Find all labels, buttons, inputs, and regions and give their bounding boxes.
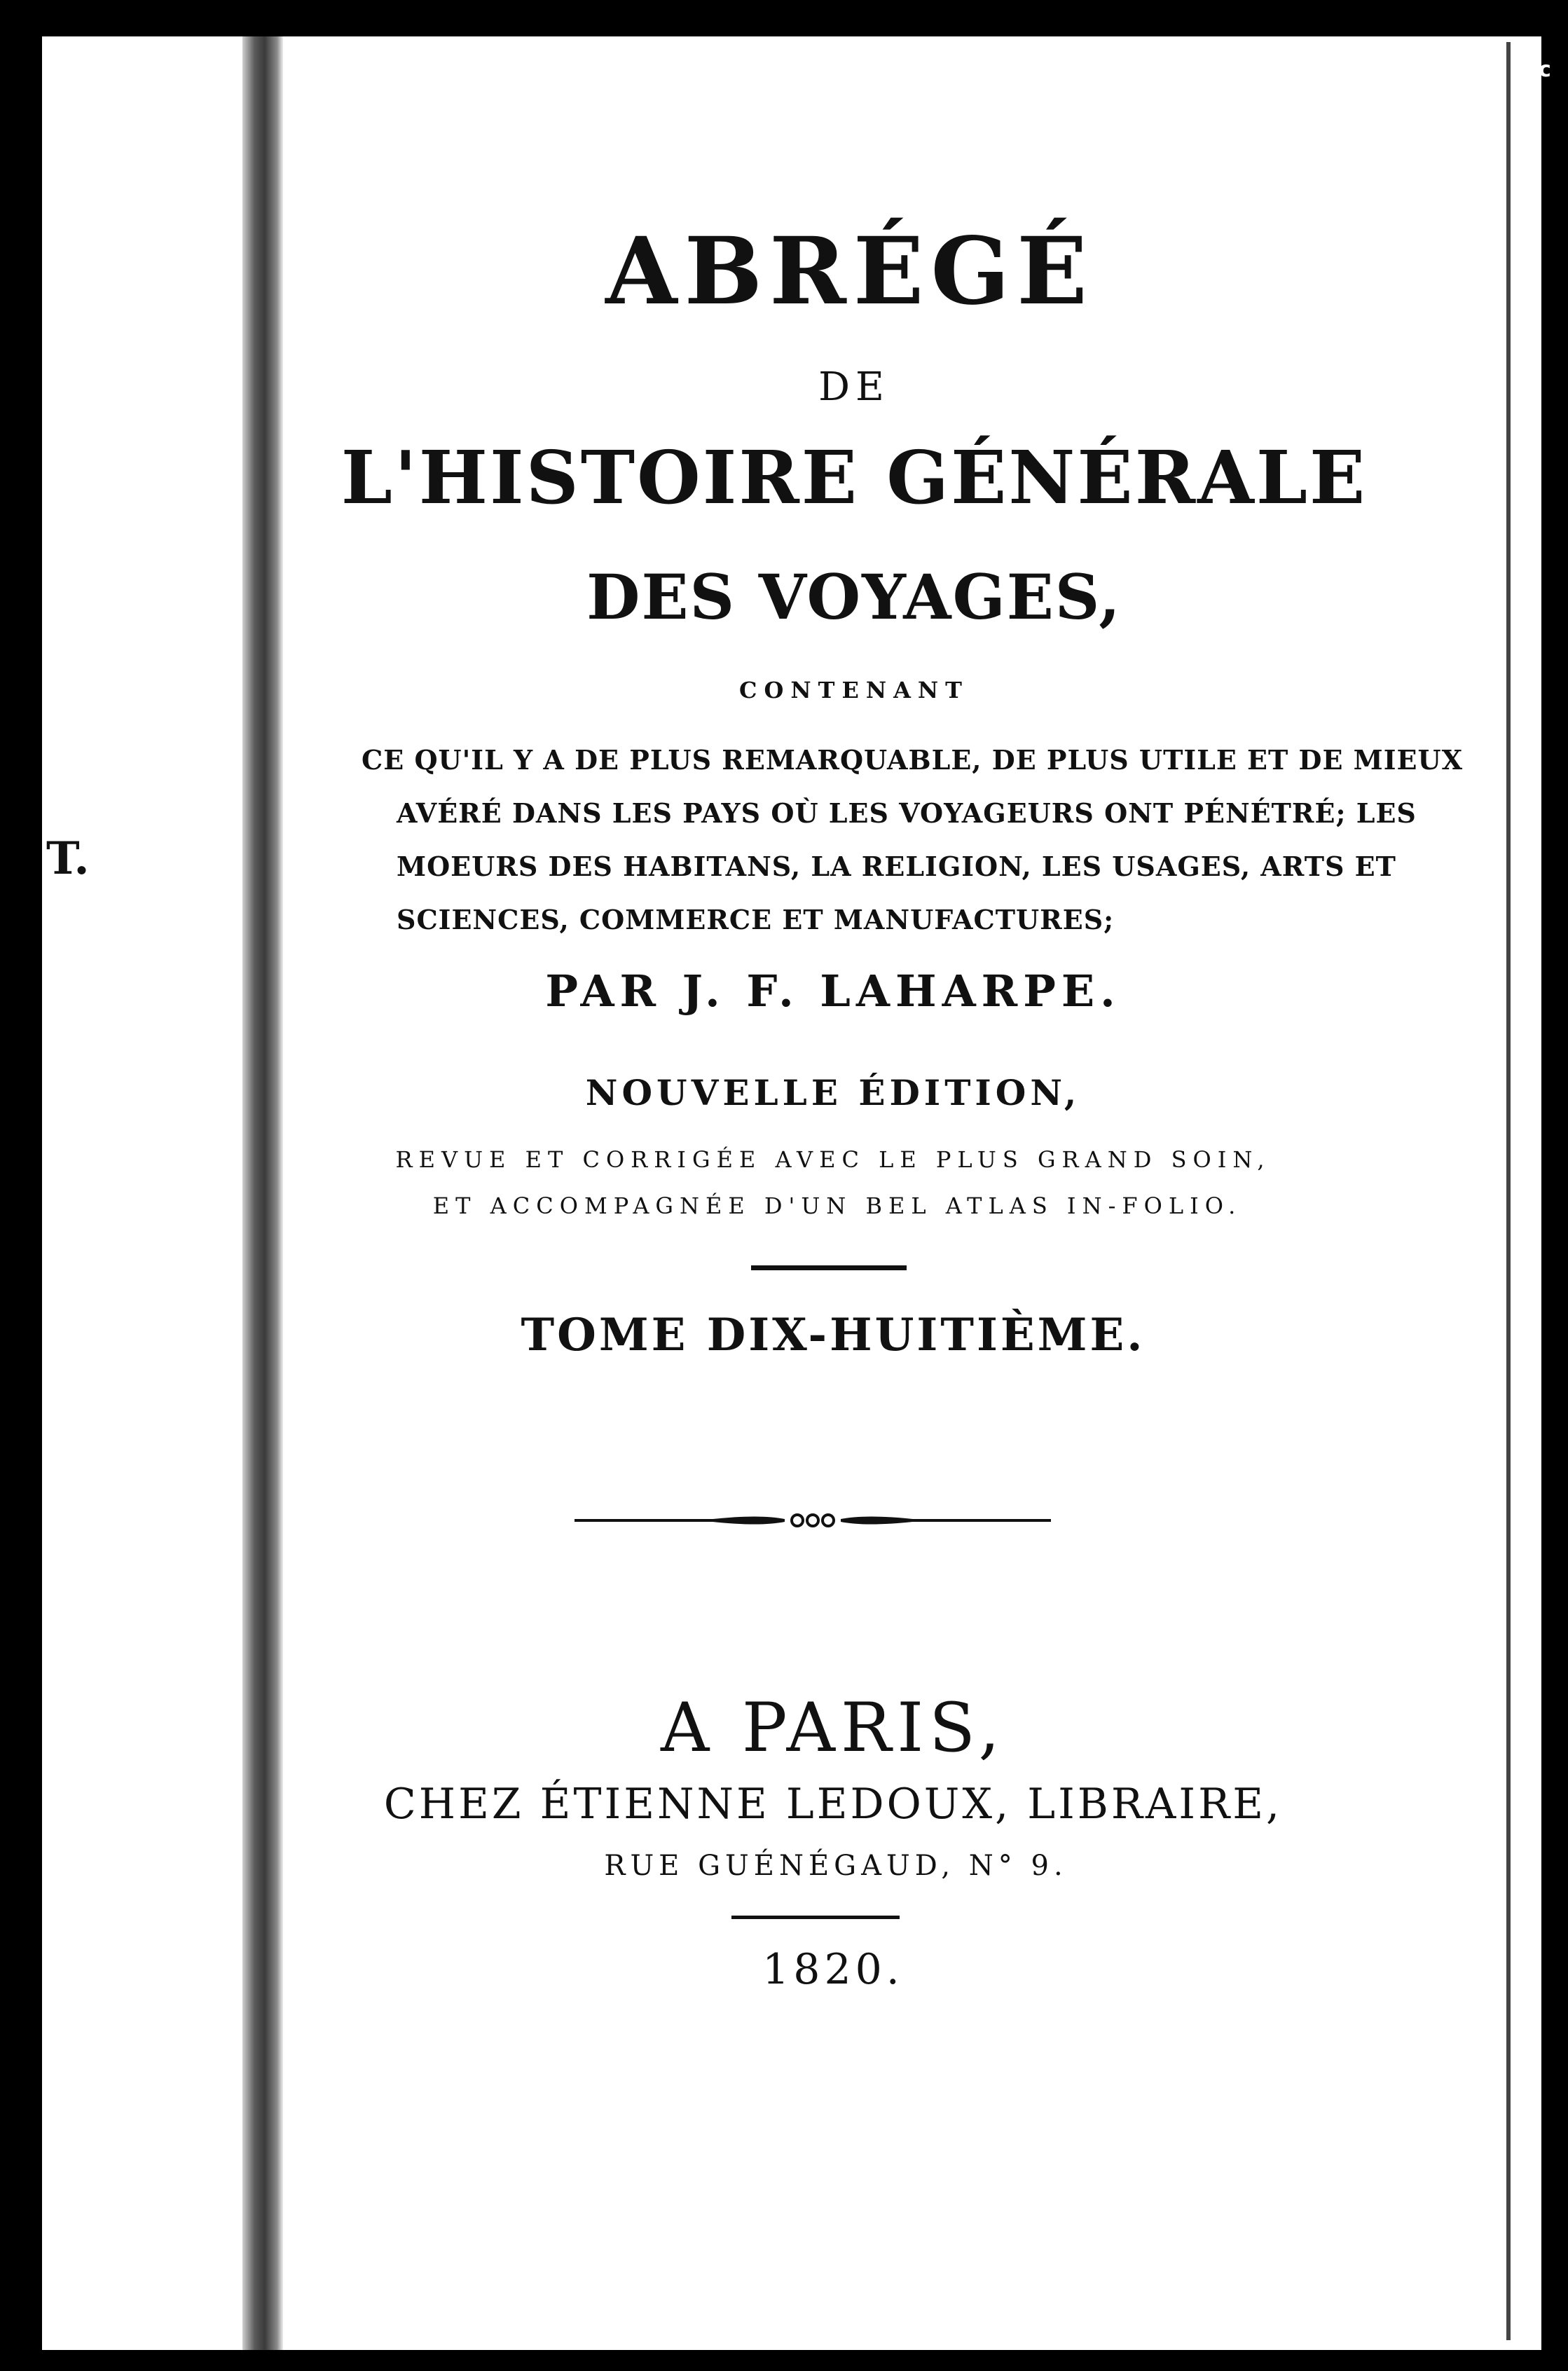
imprint-city: A PARIS,: [660, 1689, 1005, 1767]
contenant-label: CONTENANT: [739, 677, 969, 703]
title-main: ABRÉGÉ: [605, 217, 1094, 326]
title-voyages: DES VOYAGES,: [586, 561, 1122, 633]
facing-page-text-fragment: T.: [46, 832, 90, 885]
scan-border-right: [1541, 0, 1568, 2371]
imprint-year: 1820.: [762, 1945, 904, 1994]
title-subject: L'HISTOIRE GÉNÉRALE: [341, 434, 1368, 521]
description-line: SCIENCES, COMMERCE ET MANUFACTURES;: [397, 904, 1115, 935]
typographic-ornament: [575, 1506, 1051, 1534]
imprint-publisher: CHEZ ÉTIENNE LEDOUX, LIBRAIRE,: [383, 1780, 1283, 1829]
volume-label: TOME DIX-HUITIÈME.: [521, 1309, 1146, 1361]
description-line: AVÉRÉ DANS LES PAYS OÙ LES VOYAGEURS ONT PÉNÉTRÉ; LES: [397, 797, 1417, 829]
scan-border-top: [0, 0, 1568, 36]
description-line: CE QU'IL Y A DE PLUS REMARQUABLE, DE PLUS UTILE ET DE MIEUX: [362, 744, 1464, 776]
description-line: MOEURS DES HABITANS, LA RELIGION, LES USAGES, ARTS ET: [397, 851, 1396, 882]
scan-border-left: [0, 0, 42, 2371]
edition-title: NOUVELLE ÉDITION,: [585, 1072, 1081, 1113]
author-line: PAR J. F. LAHARPE.: [545, 965, 1121, 1017]
divider-rule: [751, 1265, 907, 1270]
scan-border-bottom: [0, 2350, 1568, 2371]
edition-note-1: REVUE ET CORRIGÉE AVEC LE PLUS GRAND SOIN,: [395, 1146, 1271, 1173]
scan-corner-mark: c: [1539, 57, 1551, 82]
imprint-address: RUE GUÉNÉGAUD, N° 9.: [604, 1850, 1068, 1882]
imprint-rule: [731, 1916, 900, 1919]
edition-note-2: ET ACCOMPAGNÉE D'UN BEL ATLAS IN-FOLIO.: [432, 1193, 1242, 1219]
title-de: DE: [818, 364, 890, 410]
